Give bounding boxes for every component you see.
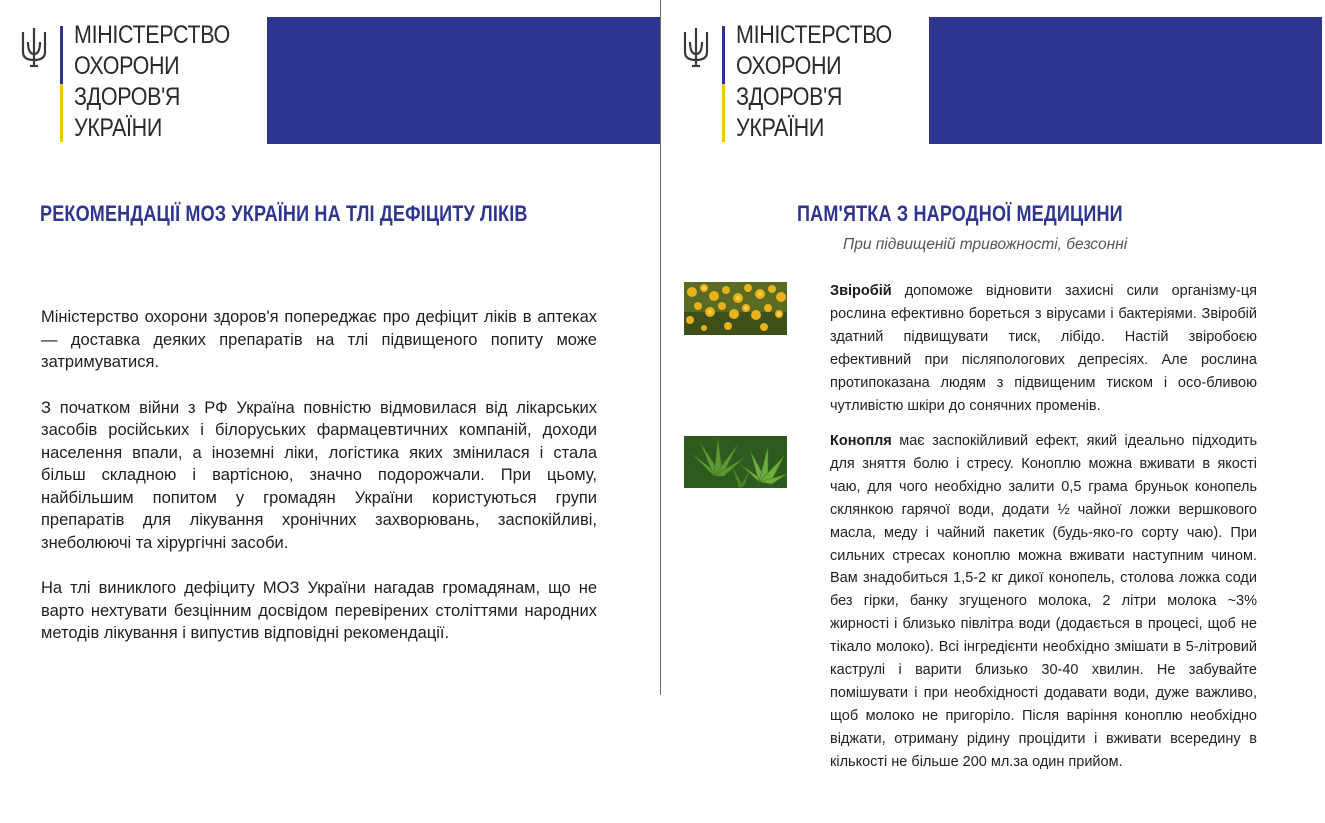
logo-bar-yellow xyxy=(60,84,63,142)
herb-description xyxy=(830,430,1257,774)
herb-text: має заспокійливий ефект, який ідеально підходить для зняття болю і стресу. Коноплю можна вживати в якості чаю, для чого необхідно залити 0,5 грама бруньок конопель склянкою гарячої води, додати ½ чайної ложки вершкового масла, меду і чайний пакетик (будь-яко-го сорту чаю). При сильних стресах коноплю можна вживати наступним чином. Вам знадобиться 1,5-2 кг дикої конопель, столова ложка соди без гірки, банку згущеного молока, 2 літри молока ~3% жирності і близько півлітра води (додається в процесі, щоб не тікало молоко). Всі інгредієнти необхідно змішати в 5-літровий каструлі і варити близько 30-40 хвилин. Не забувайте помішувати і при необхідності додавати води, дуже важливо, щоб молоко не пригоріло. Після варіння коноплю необхідно віджати, отриману рідину процідити і вживати всередину в кількості не більше 200 мл.за один прийом. xyxy=(830,433,1257,770)
logo-line: ОХОРОНИ xyxy=(736,52,842,80)
logo-line: ЗДОРОВ'Я xyxy=(74,83,181,111)
logo-bar-blue xyxy=(722,26,725,84)
logo-line: МІНІСТЕРСТВО xyxy=(74,21,230,49)
left-page xyxy=(0,0,661,695)
paragraph: З початком війни з РФ Україна повністю відмовилася від лікарських засобів російських і білоруських фармацевтичних компаній, доходи населення впали, а іноземні ліки, логістика яких змінилася і стала більш складною і вартісною, значно подорожчали. При цьому, найбільшим попитом у громадян України користуються групи препаратів для лікування хронічних захворювань, заспокійливі, знеболюючі та хірургічні засоби. xyxy=(41,398,597,552)
page-subtitle: При підвищеній тривожності, безсонні xyxy=(843,236,1128,253)
ministry-logo-text xyxy=(736,20,892,144)
article-body xyxy=(41,306,597,668)
herb-name: Звіробій xyxy=(830,283,892,299)
logo-line: МІНІСТЕРСТВО xyxy=(736,21,892,49)
logo-bar-yellow xyxy=(722,84,725,142)
header-banner xyxy=(267,17,660,144)
paragraph: На тлі виниклого дефіциту МОЗ України нагадав громадянам, що не варто нехтувати безцінним досвідом перевірених століттями народних методів лікування і випустив відповідні рекомендації. xyxy=(41,579,597,642)
logo-bar-blue xyxy=(60,26,63,84)
logo-line: ЗДОРОВ'Я xyxy=(736,83,843,111)
paragraph: Міністерство охорони здоров'я попереджає про дефіцит ліків в аптеках — доставка деяких препаратів на тлі підвищеного попиту може затримуватися. xyxy=(41,308,597,371)
herb-description xyxy=(830,280,1257,417)
herb-name: Конопля xyxy=(830,433,892,449)
right-page xyxy=(662,0,1325,823)
page-title: ПАМ'ЯТКА З НАРОДНОЇ МЕДИЦИНИ xyxy=(797,201,1123,226)
logo-line: УКРАЇНИ xyxy=(74,114,162,142)
ministry-logo-text xyxy=(74,20,230,144)
logo-line: УКРАЇНИ xyxy=(736,114,824,142)
logo-line: ОХОРОНИ xyxy=(74,52,180,80)
header-banner xyxy=(929,17,1322,144)
cannabis-leaf-photo xyxy=(684,436,787,488)
trident-icon xyxy=(683,26,709,68)
st-johns-wort-photo xyxy=(684,282,787,335)
page-title: РЕКОМЕНДАЦІЇ МОЗ УКРАЇНИ НА ТЛІ ДЕФІЦИТУ ЛІКІВ xyxy=(40,201,528,226)
herb-text: допоможе відновити захисні сили організму-ця рослина ефективно бореться з вірусами і бактеріями. Звіробій здатний підвищувати тиск, лібідо. Настій звіробоєю ефективний при післяпологових депресіях. Але рослина протипоказана людям з підвищеним тиском і осо-бливою чутливістю шкіри до сонячних променів. xyxy=(830,283,1257,414)
trident-icon xyxy=(21,26,47,68)
